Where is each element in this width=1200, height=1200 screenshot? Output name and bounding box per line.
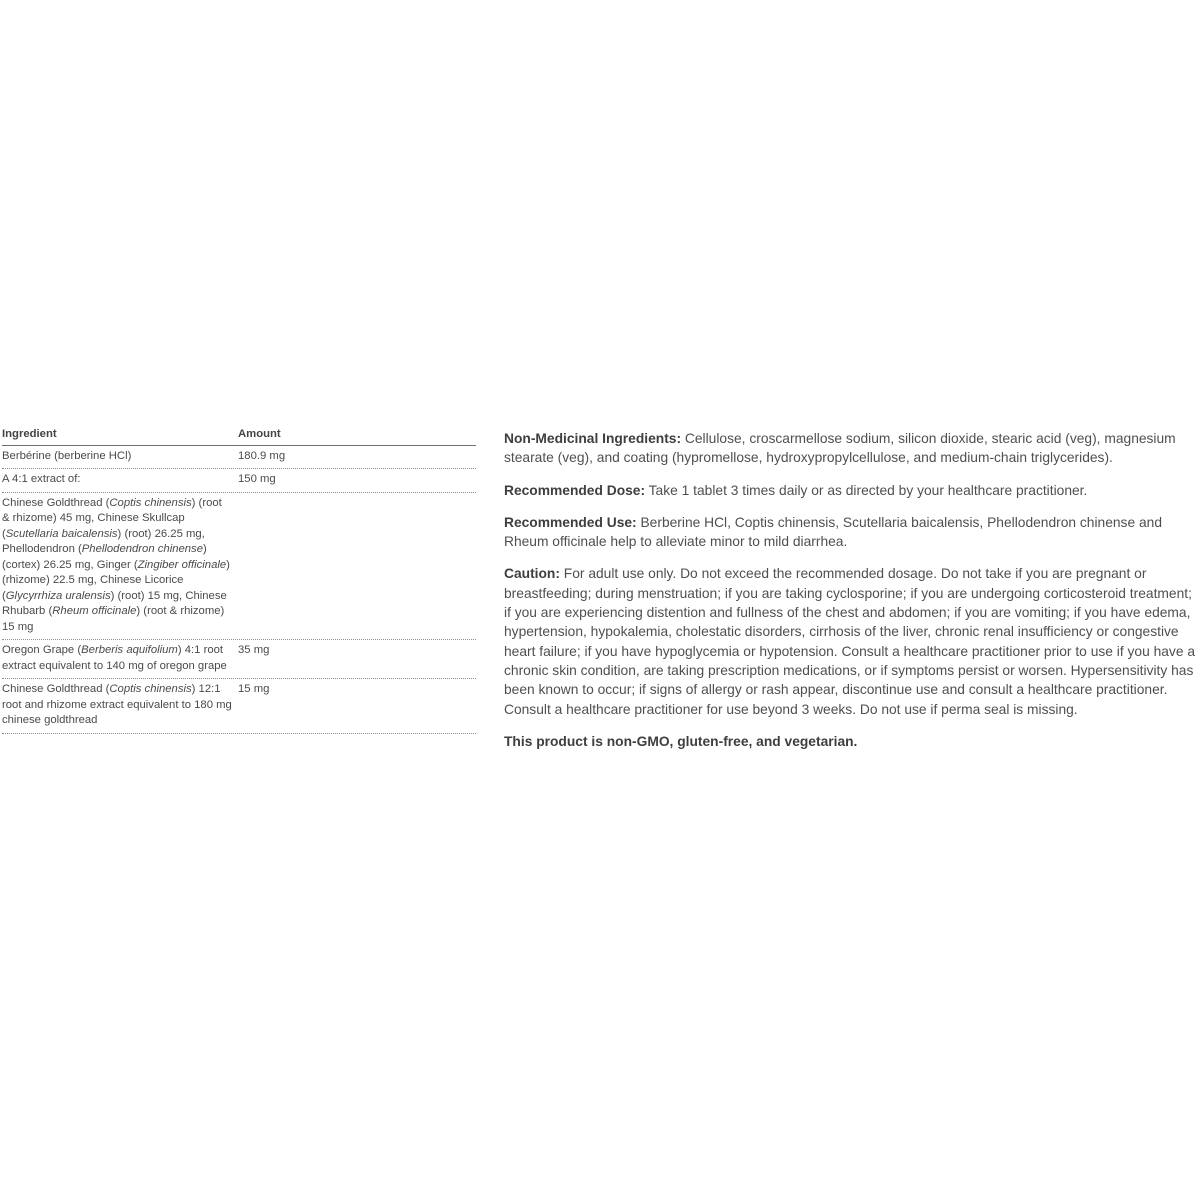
ingredient-text: Oregon Grape ( — [2, 644, 82, 656]
ingredient-text: ) (root & rhizome) 45 mg, Chinese Skullcap ( — [2, 496, 222, 540]
caution — [504, 564, 1198, 718]
ingredient-text: ) (root) 26.25 mg, Phellodendron ( — [2, 527, 205, 555]
botanical-name: Scutellaria baicalensis — [5, 527, 118, 540]
header-amount: Amount — [238, 428, 281, 440]
use-text: Berberine HCl, Coptis chinensis, Scutellaria baicalensis, Phellodendron chinense and Rheum officinale help to alleviate minor to mild diarrhea. — [504, 514, 1162, 550]
table-header-row — [2, 424, 476, 446]
dose-text: Take 1 tablet 3 times daily or as directed by your healthcare practitioner. — [645, 482, 1088, 498]
botanical-name: Coptis chinensis — [109, 683, 192, 695]
statement-text: This product is non-GMO, gluten-free, and vegetarian. — [504, 733, 858, 749]
use-label: Recommended Use: — [504, 514, 637, 530]
amount-cell: 180.9 mg — [238, 449, 286, 462]
ingredient-text: ) 12:1 root and rhizome extract equivalent to 180 mg chinese goldthread — [2, 683, 232, 726]
header-ingredient: Ingredient — [2, 428, 57, 440]
ingredient-table — [2, 424, 476, 734]
ingredient-text: ) (cortex) 26.25 mg, Ginger ( — [2, 543, 207, 571]
table-body — [2, 446, 476, 734]
dose-label: Recommended Dose: — [504, 482, 646, 498]
table-row — [2, 640, 476, 679]
recommended-use — [504, 513, 1198, 552]
ingredient-cell — [2, 643, 238, 674]
ingredient-text: ) (root) 15 mg, Chinese Rhubarb ( — [2, 589, 227, 617]
botanical-name: Coptis chinensis — [109, 496, 192, 509]
ingredient-cell — [2, 472, 238, 488]
ingredient-text: Chinese Goldthread ( — [2, 496, 110, 509]
product-info — [504, 429, 1198, 764]
ingredient-text: A 4:1 extract of: — [2, 473, 81, 485]
table-row — [2, 679, 476, 734]
product-statement — [504, 732, 1198, 751]
table-row — [2, 469, 476, 493]
botanical-name: Glycyrrhiza uralensis — [5, 589, 111, 602]
ingredient-cell — [2, 449, 238, 465]
ingredient-text: Berbérine (berberine HCl) — [2, 449, 132, 462]
caution-label: Caution: — [504, 566, 560, 582]
non-medicinal-ingredients — [504, 429, 1198, 468]
botanical-name: Berberis aquifolium — [81, 644, 178, 656]
botanical-name: Rheum officinale — [52, 605, 137, 617]
ingredient-cell — [2, 682, 238, 729]
ingredient-text: ) (rhizome) 22.5 mg, Chinese Licorice ( — [2, 558, 230, 602]
table-row — [2, 446, 476, 470]
botanical-name: Phellodendron chinense — [81, 543, 203, 555]
recommended-dose — [504, 481, 1198, 500]
ingredient-text: Chinese Goldthread ( — [2, 683, 110, 695]
non-medicinal-label: Non-Medicinal Ingredients: — [504, 431, 682, 446]
amount-cell: 15 mg — [238, 683, 270, 695]
caution-text: For adult use only. Do not exceed the recommended dosage. Do not take if you are pregnant or breastfeeding; during menstruation; if you are taking cyclosporine; if you are undergoing corticosteroid treatment; if you are experiencing distention and fullness of the chest and abdomen; if you are vomiting; if you have edema, hypertension, hypokalemia, cholestatic disorders, cirrhosis of the liver, chronic renal insufficiency or congestive heart failure; if you have hypoglycemia or hypotension. Consult a healthcare practitioner prior to use if you have a chronic skin condition, are taking prescription medications, or if symptoms persist or worsen. Hypersensitivity has been known to occur; if signs of allergy or rash appear, discontinue use and consult a healthcare practitioner. Consult a healthcare practitioner for use beyond 3 weeks. Do not use if perma seal is missing. — [504, 566, 1196, 717]
ingredient-cell — [2, 496, 238, 636]
botanical-name: Zingiber officinale — [137, 558, 227, 571]
table-row — [2, 493, 476, 641]
amount-cell: 35 mg — [238, 644, 270, 656]
amount-cell: 150 mg — [238, 473, 276, 485]
amount-cell — [238, 496, 476, 636]
ingredient-text: ) 4:1 root extract equivalent to 140 mg of oregon grape — [2, 644, 227, 672]
ingredient-text: ) (root & rhizome) 15 mg — [2, 605, 225, 633]
non-medicinal-text: Cellulose, croscarmellose sodium, silicon dioxide, stearic acid (veg), magnesium stearate (veg), and coating (hypromellose, hydroxypropylcellulose, and medium-chain triglycerides). — [504, 431, 1176, 466]
